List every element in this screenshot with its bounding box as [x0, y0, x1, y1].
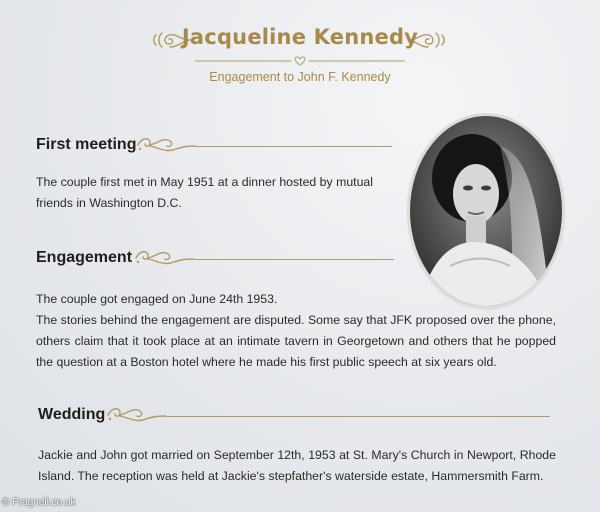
section-text-engagement-story: The stories behind the engagement are disputed. Some say that JFK proposed over the phone, others claim that it took place at an intimate tavern in Georgetown and others that he popped the question at a Boston hotel where he made his first public speech at six years old. — [36, 313, 556, 369]
flourish-icon — [136, 133, 196, 157]
section-text-wedding: Jackie and John got married on September 12th, 1953 at St. Mary's Church in Newport, Rhode Island. The reception was held at Jackie's stepfather's waterside estate, Hammersmith Farm. — [38, 448, 556, 483]
section-heading-wedding: Wedding — [38, 406, 106, 423]
section-heading-first-meeting: First meeting — [36, 136, 137, 153]
section-heading-engagement: Engagement — [36, 249, 133, 266]
section-text-first-meeting: The couple first met in May 1951 at a dinner hosted by mutual friends in Washington D.C. — [36, 175, 373, 210]
image-credit: © Pragnell.co.uk — [2, 497, 76, 508]
page-title: Jacqueline Kennedy — [181, 25, 419, 49]
section-divider — [194, 259, 394, 260]
flourish-icon — [134, 246, 194, 270]
section-text-engagement-date: The couple got engaged on June 24th 1953. — [36, 292, 278, 306]
section-divider — [166, 416, 550, 417]
section-divider — [196, 146, 392, 147]
flourish-icon — [106, 403, 166, 427]
portrait-photo — [410, 116, 562, 306]
heart-divider-icon — [195, 55, 405, 67]
portrait-image — [410, 116, 562, 306]
page-subtitle: Engagement to John F. Kennedy — [209, 70, 391, 84]
